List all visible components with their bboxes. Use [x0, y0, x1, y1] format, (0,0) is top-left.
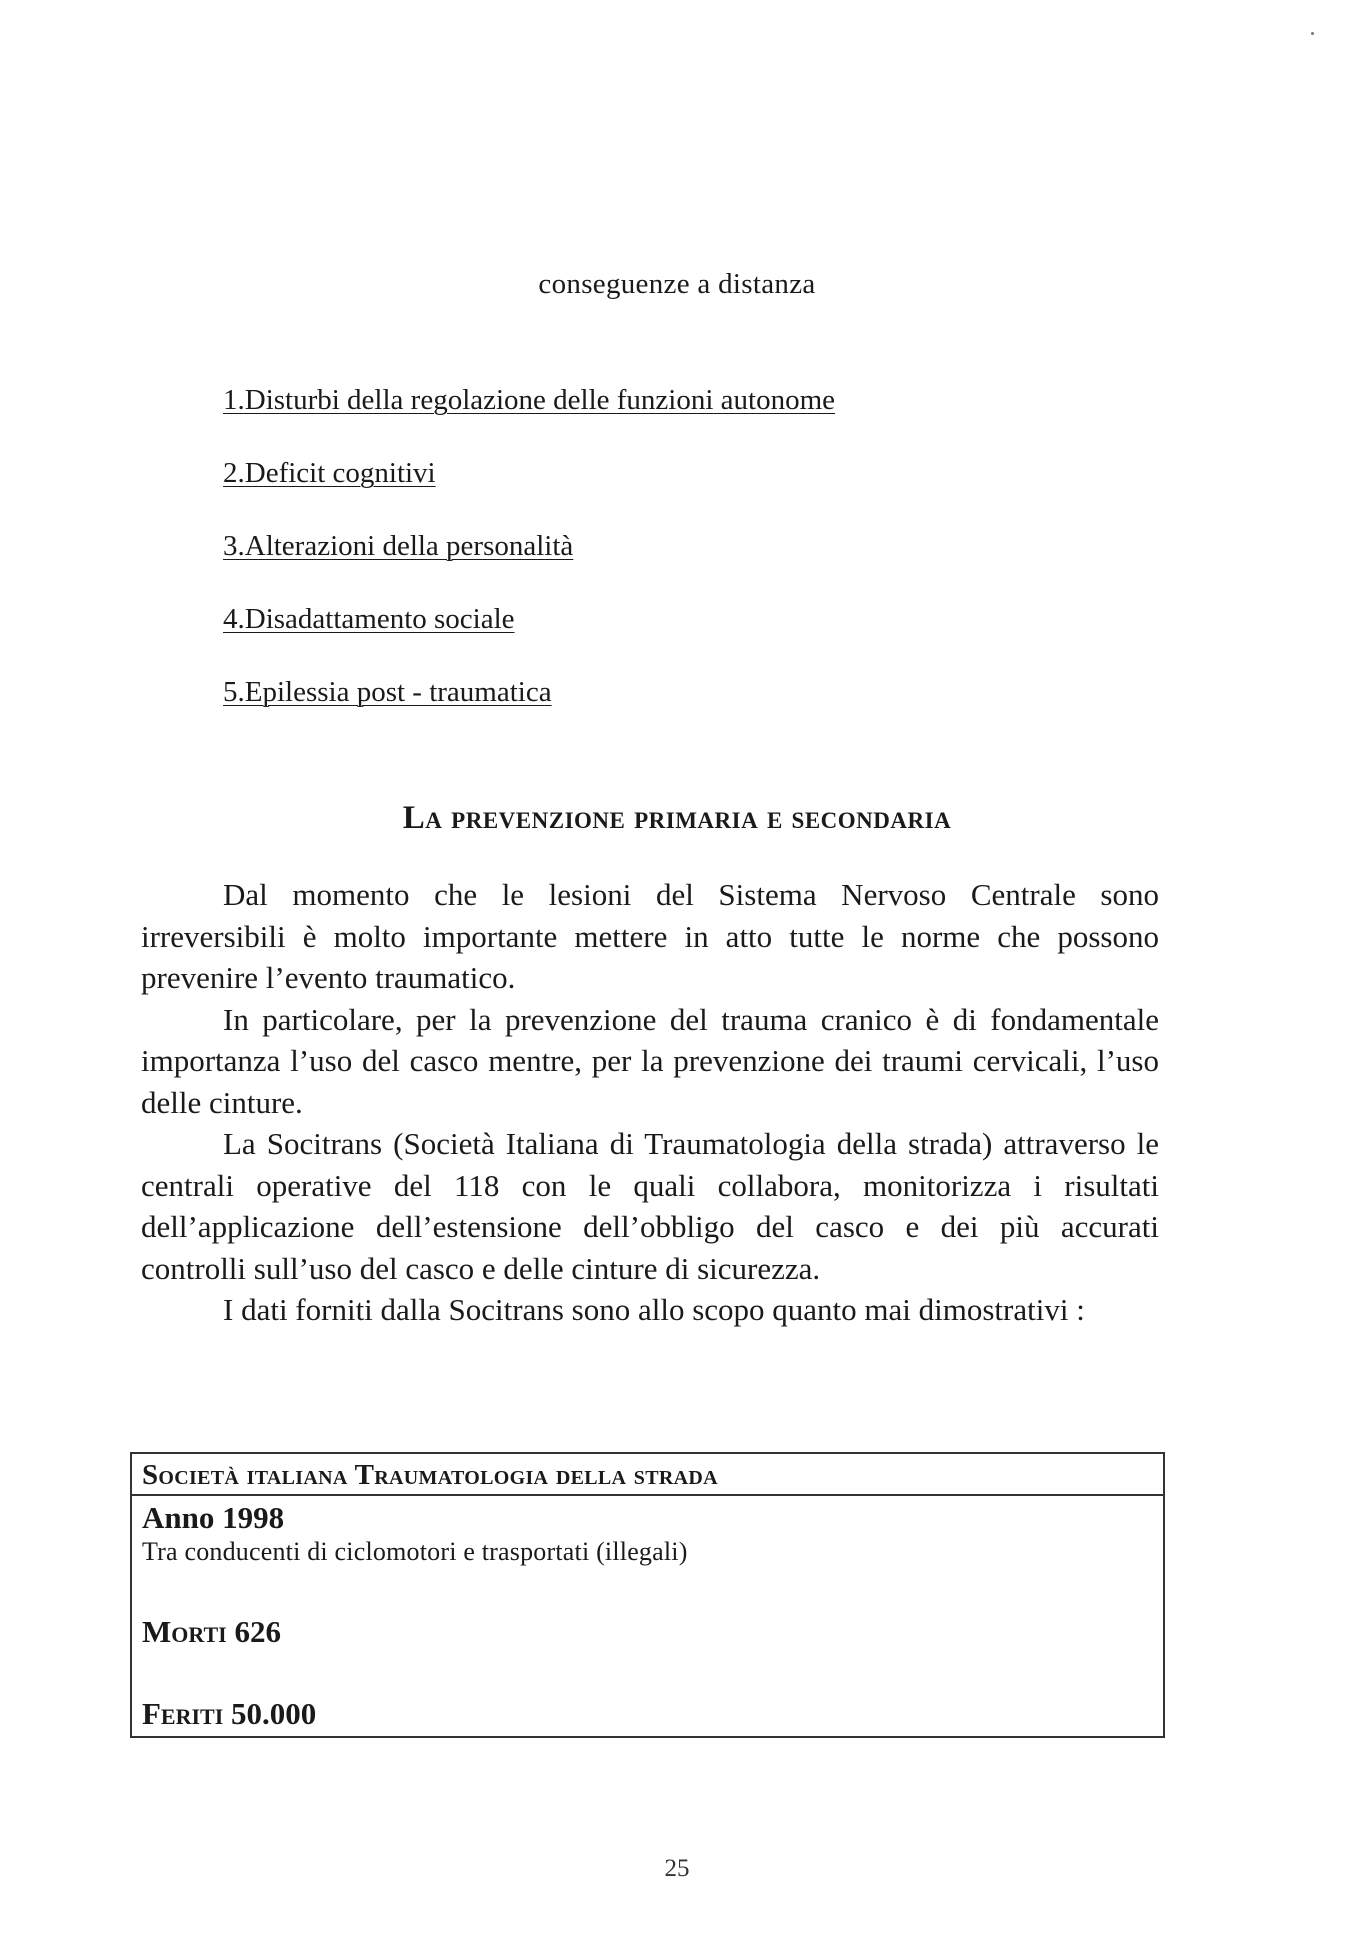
list-item: 4.Disadattamento sociale	[223, 603, 515, 635]
page-number: 25	[664, 1855, 690, 1882]
scan-speck	[1311, 32, 1314, 35]
body-text	[141, 874, 1159, 1331]
paragraph: I dati forniti dalla Socitrans sono allo scopo quanto mai dimostrativi :	[223, 1292, 1085, 1327]
box-header: Società italiana Traumatologia della strada	[132, 1454, 1163, 1496]
subtitle: conseguenze a distanza	[538, 268, 816, 300]
paragraph: Dal momento che le lesioni del Sistema Nervoso Centrale sono irreversibili è molto importante mettere in atto tutte le norme che possono prevenire l’evento traumatico.	[141, 877, 1159, 995]
statistics-box	[130, 1452, 1165, 1738]
section-title: La prevenzione primaria e secondaria	[402, 800, 952, 836]
consequences-list	[223, 380, 835, 745]
paragraph: La Socitrans (Società Italiana di Traumatologia della strada) attraverso le centrali operative del 118 con le quali collabora, monitorizza i risultati dell’applicazione dell’estensione dell’obbligo del casco e dei più accurati controlli sull’uso del casco e delle cinture di sicurezza.	[141, 1126, 1159, 1286]
list-item: 1.Disturbi della regolazione delle funzioni autonome	[223, 384, 836, 416]
box-year: Anno 1998	[142, 1500, 285, 1535]
injured-stat: Feriti 50.000	[142, 1696, 317, 1731]
list-item: 2.Deficit cognitivi	[223, 457, 436, 489]
list-item: 3.Alterazioni della personalità	[223, 530, 574, 562]
paragraph: In particolare, per la prevenzione del trauma cranico è di fondamentale importanza l’uso del casco mentre, per la prevenzione dei traumi cervicali, l’uso delle cinture.	[141, 1001, 1159, 1120]
list-item: 5.Epilessia post - traumatica	[223, 676, 552, 708]
deaths-stat: Morti 626	[142, 1614, 281, 1649]
box-description: Tra conducenti di ciclomotori e trasportati (illegali)	[142, 1537, 688, 1566]
